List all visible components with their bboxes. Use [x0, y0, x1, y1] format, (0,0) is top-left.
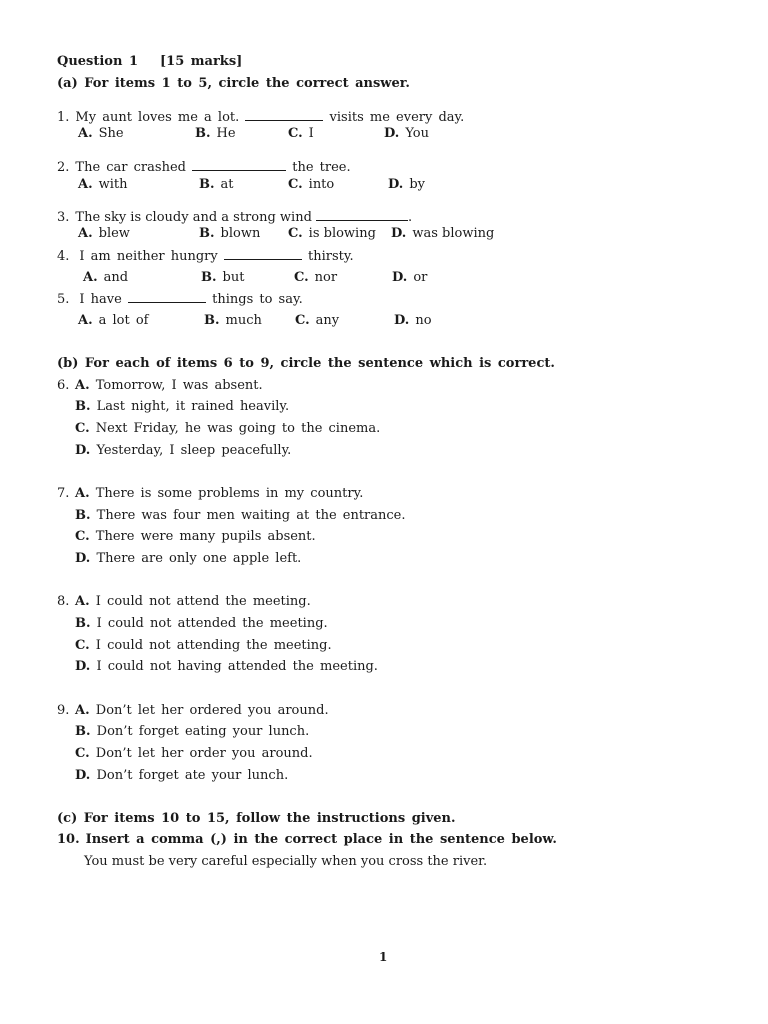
item-4-stem: 4. I am neither hungry thirsty.: [57, 249, 354, 264]
item-8-option-b[interactable]: B. I could not attended the meeting.: [75, 616, 328, 631]
option-b[interactable]: B. He: [195, 126, 236, 141]
answer-blank[interactable]: [245, 109, 323, 121]
option-c[interactable]: C. nor: [294, 270, 338, 285]
item-8-option-c[interactable]: C. I could not attending the meeting.: [75, 638, 332, 653]
option-d[interactable]: D. You: [384, 126, 429, 141]
answer-blank[interactable]: [224, 248, 302, 260]
option-d[interactable]: D. was blowing: [391, 226, 495, 241]
item-3-options: [78, 226, 518, 242]
item-9-number: 9.: [57, 703, 70, 718]
item-6-option-b[interactable]: B. Last night, it rained heavily.: [75, 399, 290, 414]
section-c-instruction: (c) For items 10 to 15, follow the instructions given.: [57, 811, 456, 826]
item-5-options: [78, 313, 498, 329]
item-6-option-c[interactable]: C. Next Friday, he was going to the cinema.: [75, 421, 381, 436]
item-2-options: [78, 177, 498, 193]
option-d[interactable]: D. or: [392, 270, 428, 285]
item-10-instruction: 10. Insert a comma (,) in the correct place in the sentence below.: [57, 832, 557, 847]
item-7-option-d[interactable]: D. There are only one apple left.: [75, 551, 302, 566]
item-6-number: 6.: [57, 378, 70, 393]
answer-blank[interactable]: [192, 159, 286, 171]
item-8-option-d[interactable]: D. I could not having attended the meeting.: [75, 659, 378, 674]
item-7-option-a[interactable]: A. There is some problems in my country.: [75, 486, 364, 501]
option-c[interactable]: C. I: [288, 126, 314, 141]
option-a[interactable]: A. a lot of: [78, 313, 149, 328]
item-8-option-a[interactable]: A. I could not attend the meeting.: [75, 594, 311, 609]
answer-blank[interactable]: [128, 291, 206, 303]
item-7-option-b[interactable]: B. There was four men waiting at the entrance.: [75, 508, 406, 523]
item-6-option-a[interactable]: A. Tomorrow, I was absent.: [75, 378, 263, 393]
item-4-options: [83, 270, 503, 286]
option-c[interactable]: C. into: [288, 177, 335, 192]
item-10-sentence[interactable]: You must be very careful especially when you cross the river.: [84, 854, 488, 869]
question-heading: Question 1 [15 marks]: [57, 54, 243, 69]
item-1-stem: 1. My aunt loves me a lot. visits me every day.: [57, 110, 465, 125]
item-6-option-d[interactable]: D. Yesterday, I sleep peacefully.: [75, 443, 292, 458]
item-3-stem: 3. The sky is cloudy and a strong wind .: [57, 210, 413, 225]
option-d[interactable]: D. by: [388, 177, 426, 192]
option-b[interactable]: B. at: [199, 177, 234, 192]
option-a[interactable]: A. blew: [78, 226, 130, 241]
item-7-number: 7.: [57, 486, 70, 501]
option-a[interactable]: A. with: [78, 177, 128, 192]
section-a-instruction: (a) For items 1 to 5, circle the correct answer.: [57, 76, 410, 91]
answer-blank[interactable]: [316, 209, 408, 221]
option-c[interactable]: C. is blowing: [288, 226, 376, 241]
item-1-options: [78, 126, 498, 142]
item-5-stem: 5. I have things to say.: [57, 292, 303, 307]
item-9-option-d[interactable]: D. Don’t forget ate your lunch.: [75, 768, 289, 783]
option-c[interactable]: C. any: [295, 313, 340, 328]
option-b[interactable]: B. but: [201, 270, 245, 285]
option-a[interactable]: A. She: [78, 126, 124, 141]
page-number: 1: [379, 950, 388, 964]
item-2-stem: 2. The car crashed the tree.: [57, 160, 351, 175]
item-7-option-c[interactable]: C. There were many pupils absent.: [75, 529, 316, 544]
item-9-option-c[interactable]: C. Don’t let her order you around.: [75, 746, 313, 761]
option-d[interactable]: D. no: [394, 313, 432, 328]
option-a[interactable]: A. and: [83, 270, 129, 285]
section-b-instruction: (b) For each of items 6 to 9, circle the sentence which is correct.: [57, 356, 555, 371]
item-9-option-b[interactable]: B. Don’t forget eating your lunch.: [75, 724, 310, 739]
item-9-option-a[interactable]: A. Don’t let her ordered you around.: [75, 703, 329, 718]
item-8-number: 8.: [57, 594, 70, 609]
option-b[interactable]: B. much: [204, 313, 262, 328]
option-b[interactable]: B. blown: [199, 226, 261, 241]
